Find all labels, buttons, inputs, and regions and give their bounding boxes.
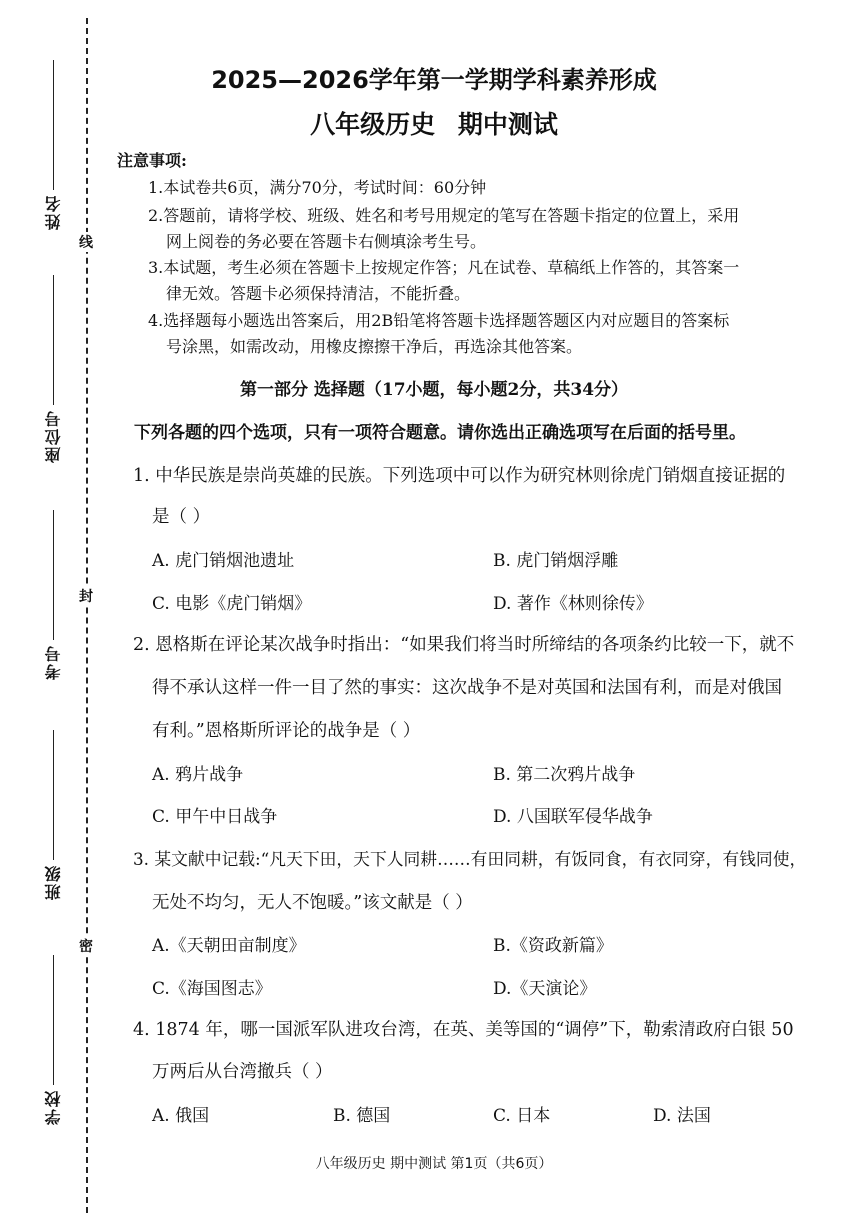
question-3-text: 3. 某文献中记载:“凡天下田，天下人同耕……有田同耕，有饭同食，有衣同穿，有钱同使，: [133, 849, 807, 869]
question-1-option-c: C. 电影《虎门销烟》: [152, 594, 312, 614]
question-2-option-c: C. 甲午中日战争: [152, 807, 278, 827]
notice-item: 1.本试卷共6页，满分70分，考试时间：60分钟: [148, 178, 487, 197]
question-4-option-c: C. 日本: [493, 1106, 551, 1126]
question-4-text: 万两后从台湾撤兵（ ）: [152, 1062, 333, 1082]
section-heading: 第一部分 选择题（17小题，每小题2分，共34分）: [239, 380, 629, 400]
question-4-option-d: D. 法国: [653, 1106, 711, 1126]
notice-item: 号涂黑，如需改动，用橡皮擦擦干净后，再选涂其他答案。: [166, 337, 583, 356]
question-2-option-b: B. 第二次鸦片战争: [493, 765, 636, 785]
notice-item: 4.选择题每小题选出答案后，用2B铅笔将答题卡选择题答题区内对应题目的答案标: [148, 311, 730, 330]
notice-item: 2.答题前，请将学校、班级、姓名和考号用规定的笔写在答题卡指定的位置上，采用: [148, 206, 740, 225]
school-field[interactable]: [38, 955, 68, 1125]
question-3-option-a: A.《天朝田亩制度》: [152, 936, 306, 956]
binding-dashed-line: [86, 18, 88, 1213]
name-label: 姓名: [43, 194, 63, 230]
page-footer: 八年级历史 期中测试 第1页（共6页）: [315, 1156, 553, 1172]
exam-number-label: 考号: [43, 644, 63, 680]
class-label: 班级: [43, 864, 63, 900]
exam-title-line2: 八年级历史 期中测试: [310, 110, 558, 139]
question-1-text: 是（ ）: [152, 507, 211, 527]
notice-heading: 注意事项:: [117, 151, 187, 170]
question-3-option-b: B.《资政新篇》: [493, 936, 613, 956]
notice-item: 律无效。答题卡必须保持清洁，不能折叠。: [166, 284, 471, 303]
notice-item: 网上阅卷的务必要在答题卡右侧填涂考生号。: [166, 232, 487, 251]
question-2-text: 2. 恩格斯在评论某次战争时指出：“如果我们将当时所缔结的各项条约比较一下，就不: [133, 635, 795, 655]
school-label: 学校: [43, 1089, 63, 1125]
seat-number-label: 座位号: [43, 409, 63, 463]
question-1-option-d: D. 著作《林则徐传》: [493, 594, 653, 614]
question-3-option-d: D.《天演论》: [493, 979, 597, 999]
question-4-option-a: A. 俄国: [152, 1106, 210, 1126]
question-1-option-a: A. 虎门销烟池遗址: [152, 551, 295, 571]
fold-mark-seal: 封: [76, 586, 96, 606]
question-2-text: 得不承认这样一件一目了然的事实：这次战争不是对英国和法国有利，而是对俄国: [152, 678, 782, 698]
question-4-option-b: B. 德国: [333, 1106, 391, 1126]
seat-number-field[interactable]: [38, 275, 68, 463]
section-instruction: 下列各题的四个选项，只有一项符合题意。请你选出正确选项写在后面的括号里。: [134, 423, 746, 443]
class-field[interactable]: [38, 730, 68, 900]
question-2-text: 有利。”恩格斯所评论的战争是（ ）: [152, 721, 421, 741]
fold-mark-line: 线: [76, 232, 96, 252]
fold-mark-secret: 密: [76, 936, 96, 956]
notice-item: 3.本试题，考生必须在答题卡上按规定作答；凡在试卷、草稿纸上作答的，其答案一: [148, 258, 740, 277]
question-4-text: 4. 1874 年，哪一国派军队进攻台湾，在英、美等国的“调停”下，勒索清政府白银 50: [133, 1020, 794, 1040]
exam-title-line1: 2025—2026学年第一学期学科素养形成: [211, 66, 657, 94]
question-2-option-d: D. 八国联军侵华战争: [493, 807, 653, 827]
question-2-option-a: A. 鸦片战争: [152, 765, 244, 785]
question-1-option-b: B. 虎门销烟浮雕: [493, 551, 619, 571]
question-3-text: 无处不均匀，无人不饱暖。”该文献是（ ）: [152, 893, 473, 913]
question-3-option-c: C.《海国图志》: [152, 979, 272, 999]
question-1-text: 1. 中华民族是崇尚英雄的民族。下列选项中可以作为研究林则徐虎门销烟直接证据的: [133, 466, 786, 486]
exam-number-field[interactable]: [38, 510, 68, 680]
